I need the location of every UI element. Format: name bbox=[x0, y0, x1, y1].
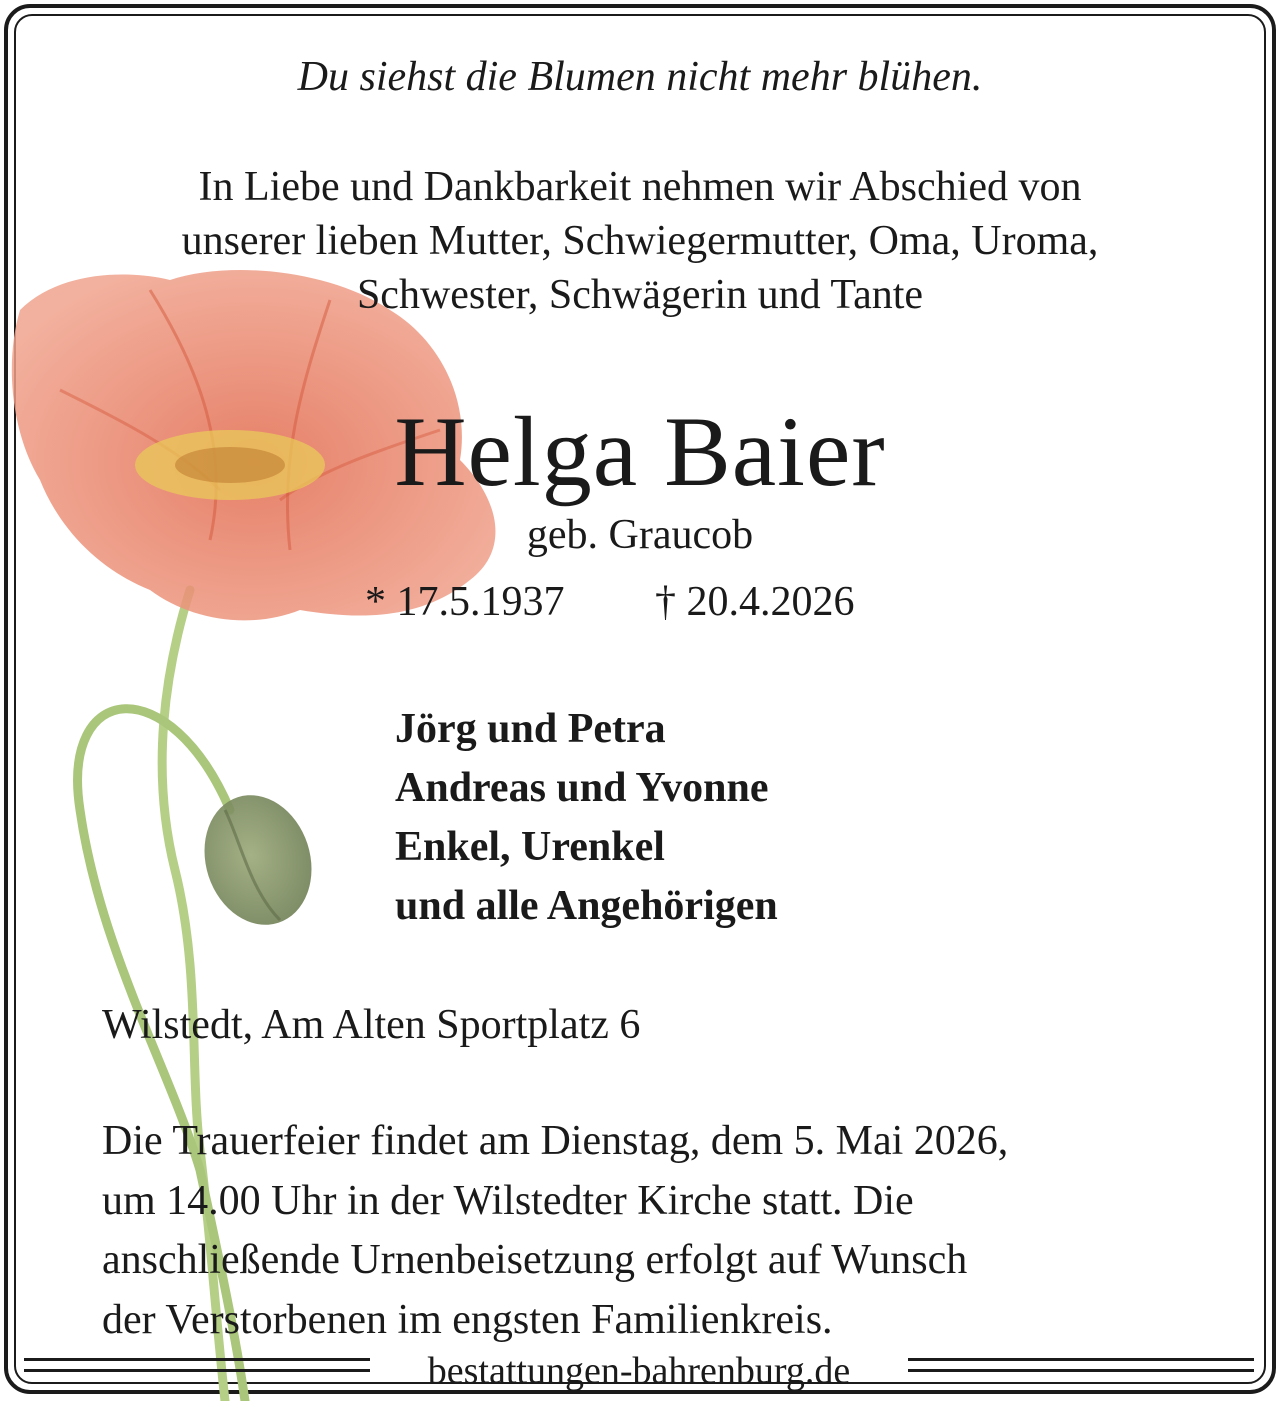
service-line: Die Trauerfeier findet am Dienstag, dem 5. Mai 2026, bbox=[102, 1118, 1009, 1164]
service-line: anschließende Urnenbeisetzung erfolgt auf Wunsch bbox=[102, 1237, 968, 1283]
mourner-line: Jörg und Petra bbox=[395, 706, 666, 752]
intro-line: Schwester, Schwägerin und Tante bbox=[356, 272, 924, 318]
intro-line: In Liebe und Dankbarkeit nehmen wir Abschied von bbox=[198, 164, 1082, 210]
service-line: der Verstorbenen im engsten Familienkreis. bbox=[102, 1296, 833, 1343]
mourner-line: Andreas und Yvonne bbox=[395, 765, 769, 811]
mourner-line: und alle Angehörigen bbox=[395, 883, 778, 929]
intro-text bbox=[0, 160, 1280, 322]
footer-divider-right bbox=[908, 1358, 1254, 1372]
service-info bbox=[102, 1112, 1008, 1350]
death-date: † 20.4.2026 bbox=[655, 579, 855, 625]
mourner-line: Enkel, Urenkel bbox=[395, 824, 665, 870]
footer-divider-left bbox=[24, 1358, 370, 1372]
mourners-list bbox=[395, 700, 778, 936]
intro-line: unserer lieben Mutter, Schwiegermutter, Oma, Uroma, bbox=[181, 218, 1099, 264]
birth-date: * 17.5.1937 bbox=[365, 579, 565, 625]
motto-line: Du siehst die Blumen nicht mehr blühen. bbox=[297, 54, 983, 100]
deceased-name: Helga Baier bbox=[394, 396, 886, 507]
service-line: um 14.00 Uhr in der Wilstedter Kirche statt. Die bbox=[102, 1177, 914, 1224]
life-dates bbox=[365, 575, 855, 629]
footer-website-link[interactable]: bestattungen-bahrenburg.de bbox=[427, 1350, 851, 1392]
maiden-name: geb. Graucob bbox=[526, 512, 754, 558]
address-line: Wilstedt, Am Alten Sportplatz 6 bbox=[102, 1002, 641, 1048]
